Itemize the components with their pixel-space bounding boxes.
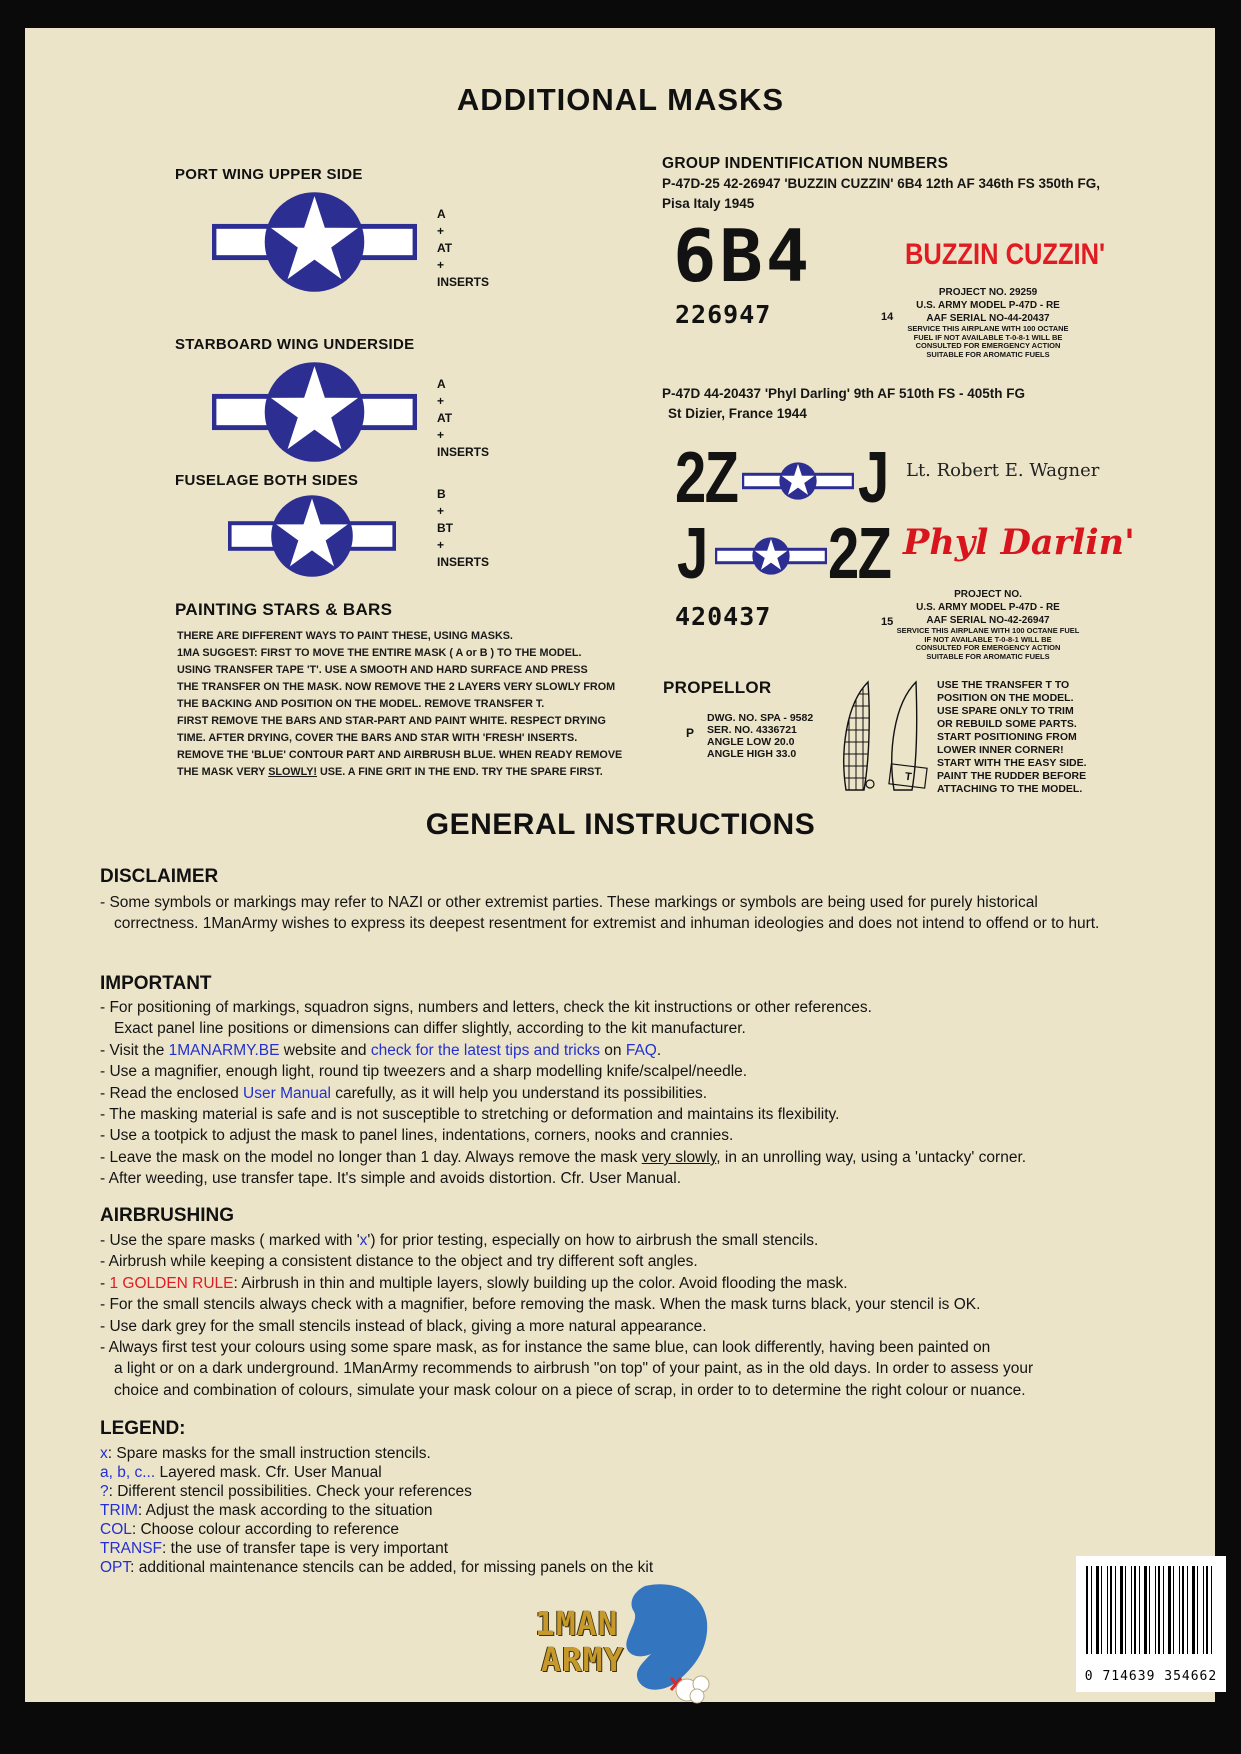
mask-labels-port-wing — [437, 206, 489, 291]
propellor-spec-line: SER. NO. 4336721 — [707, 724, 797, 736]
mask-label: + — [437, 258, 445, 272]
propellor-heading: PROPELLOR — [663, 678, 772, 697]
star-bar-insignia-starboard-wing — [212, 358, 417, 466]
propellor-note-line: LOWER INNER CORNER! — [937, 744, 1064, 756]
data-block-small-line: FUEL IF NOT AVAILABLE T-0-8-1 WILL BE — [913, 332, 1063, 342]
propellor-note-line: USE SPARE ONLY TO TRIM — [937, 705, 1074, 717]
data-block-small-line: SUITABLE FOR AROMATIC FUELS — [926, 651, 1050, 661]
svg-text:T: T — [904, 770, 913, 784]
data-block-line: AAF SERIAL NO-42-26947 — [926, 615, 1050, 626]
important-item: - The masking material is safe and is not susceptible to stretching or deformation and maintains its flexibility. — [100, 1106, 840, 1124]
important-heading: IMPORTANT — [100, 973, 212, 994]
airbrushing-item: - Use the spare masks ( marked with 'x') for prior testing, especially on how to airbrush the small stencils. — [100, 1232, 819, 1249]
important-item: - Use a tootpick to adjust the mask to panel lines, indentations, corners, nooks and crannies. — [100, 1127, 734, 1145]
airbrushing-item: - For the small stencils always check with a magnifier, before removing the mask. When the mask turns black, your stencil is OK. — [100, 1296, 981, 1314]
painting-instruction-line: 1MA SUGGEST: FIRST TO MOVE THE ENTIRE MASK ( A or B ) TO THE MODEL. — [177, 647, 582, 659]
legend-heading: LEGEND: — [100, 1418, 186, 1439]
airbrushing-item: - Airbrush while keeping a consistent distance to the object and try different soft angles. — [100, 1253, 698, 1271]
star-bar-insignia-port-wing — [212, 188, 417, 296]
data-block-line: AAF SERIAL NO-44-20437 — [926, 313, 1050, 324]
data-block-small-line: CONSULTED FOR EMERGENCY ACTION — [915, 643, 1061, 653]
aircraft1-sheet-number: 14 — [881, 311, 894, 323]
painting-instruction-line: FIRST REMOVE THE BARS AND STAR-PART AND PAINT WHITE. RESPECT DRYING — [177, 715, 606, 727]
airbrushing-item: - Use dark grey for the small stencils instead of black, giving a more natural appearance. — [100, 1317, 707, 1335]
propellor-spec-line: DWG. NO. SPA - 9582 — [707, 712, 814, 724]
data-block-small-line: IF NOT AVAILABLE T-0-8-1 WILL BE — [924, 634, 1052, 644]
important-item: - Leave the mask on the model no longer than 1 day. Always remove the mask very slowly, in an unrolling way, using a 'untacky' corner. — [100, 1148, 1027, 1166]
propellor-note-line: START POSITIONING FROM — [937, 731, 1077, 743]
aircraft2-serial-stencil: 420437 — [675, 602, 772, 631]
data-block-line: U.S. ARMY MODEL P-47D - RE — [916, 602, 1060, 613]
mask-label: INSERTS — [437, 275, 490, 289]
page-title: ADDITIONAL MASKS — [456, 82, 785, 117]
star-bar-insignia-row2 — [715, 530, 827, 582]
logo-text-line1: 1MAN — [535, 1604, 619, 1643]
important-item: - After weeding, use transfer tape. It's simple and avoids distortion. Cfr. User Manual. — [100, 1170, 682, 1188]
propellor-spec-line: ANGLE HIGH 33.0 — [707, 748, 797, 760]
section-heading-starboard-wing: STARBOARD WING UNDERSIDE — [175, 336, 415, 353]
aircraft1-nickname: BUZZIN CUZZIN' — [905, 238, 1106, 271]
barcode — [1076, 1556, 1226, 1692]
aircraft2-row2-left-code: J — [677, 514, 707, 594]
star-bar-insignia-row1 — [742, 455, 854, 507]
aircraft2-caption-line2: St Dizier, France 1944 — [668, 406, 807, 421]
barcode-digits: 0 714639 354662 — [1084, 1669, 1218, 1684]
painting-stars-bars-heading: PAINTING STARS & BARS — [175, 600, 393, 619]
mask-label: AT — [437, 241, 453, 255]
painting-instruction-line: THE MASK VERY SLOWLY! USE. A FINE GRIT IN THE END. TRY THE SPARE FIRST. — [177, 766, 603, 778]
legend-item: OPT: additional maintenance stencils can be added, for missing panels on the kit — [100, 1559, 654, 1576]
propellor-note — [937, 679, 1087, 796]
propellor-note-line: ATTACHING TO THE MODEL. — [937, 783, 1083, 795]
important-item: - Visit the 1MANARMY.BE website and check for the latest tips and tricks on FAQ. — [100, 1041, 662, 1059]
aircraft2-nickname-script: Phyl Darlin' — [903, 522, 1135, 563]
propellor-note-line: START WITH THE EASY SIDE. — [937, 757, 1087, 769]
painting-instruction-line: THE BACKING AND POSITION ON THE MODEL. REMOVE TRANSFER T. — [177, 698, 545, 710]
data-block-small-line: CONSULTED FOR EMERGENCY ACTION — [915, 341, 1061, 351]
airbrushing-list — [100, 1230, 1145, 1401]
data-block-line: PROJECT NO. 29259 — [938, 287, 1038, 298]
section-heading-port-wing: PORT WING UPPER SIDE — [175, 166, 363, 183]
transfer-tape-tag — [889, 764, 927, 788]
legend-item: TRIM: Adjust the mask according to the situation — [100, 1502, 433, 1519]
legend-item: a, b, c... Layered mask. Cfr. User Manual — [100, 1464, 382, 1481]
legend-item: TRANSF: the use of transfer tape is very important — [100, 1540, 449, 1557]
data-block-small-line: SERVICE THIS AIRPLANE WITH 100 OCTANE FUEL — [896, 626, 1080, 635]
propellor-side-label: P — [686, 726, 695, 740]
airbrushing-item: choice and combination of colours, simulate your mask colour on a piece of scrap, in order to to determine the right colour or nuance. — [114, 1381, 1026, 1399]
disclaimer-text — [100, 892, 1100, 935]
painting-instruction-line: USING TRANSFER TAPE 'T'. USE A SMOOTH AND HARD SURFACE AND PRESS — [177, 664, 588, 676]
mask-label: + — [437, 394, 445, 408]
painting-instructions-paragraph — [177, 628, 622, 781]
propellor-note-line: PAINT THE RUDDER BEFORE — [937, 770, 1087, 782]
airbrushing-item: a light or on a dark underground. 1ManArmy recommends to airbrush "on top" of your paint, as in the old days. In order to assess your — [114, 1360, 1034, 1378]
important-list — [100, 997, 1130, 1190]
airbrushing-item: - 1 GOLDEN RULE: Airbrush in thin and multiple layers, slowly building up the color. Avoid flooding the mask. — [100, 1274, 848, 1292]
aircraft2-caption-line1: P-47D 44-20437 'Phyl Darling' 9th AF 510th FS - 405th FG — [662, 386, 1026, 401]
important-item: - Read the enclosed User Manual carefully, as it will help you understand its possibilities. — [100, 1084, 708, 1102]
painting-instruction-line: TIME. AFTER DRYING, COVER THE BARS AND STAR WITH 'FRESH' INSERTS. — [177, 732, 578, 744]
airbrushing-item: - Always first test your colours using some spare mask, as for instance the same blue, can look differently, having been painted on — [100, 1339, 991, 1357]
star-bar-insignia-fuselage — [228, 492, 396, 580]
important-item: Exact panel line positions or dimensions can differ slightly, according to the kit manufacturer. — [114, 1020, 746, 1038]
group-id-heading: GROUP INDENTIFICATION NUMBERS — [662, 155, 949, 172]
mask-labels-fuselage — [437, 486, 489, 571]
aircraft1-caption-line2: Pisa Italy 1945 — [662, 196, 755, 211]
barcode-bars — [1086, 1566, 1216, 1654]
painting-instruction-line: THERE ARE DIFFERENT WAYS TO PAINT THESE, USING MASKS. — [177, 630, 513, 642]
propellor-note-line: POSITION ON THE MODEL. — [937, 692, 1074, 704]
mask-label: AT — [437, 411, 453, 425]
mask-label: + — [437, 504, 445, 518]
data-block-small-line: SERVICE THIS AIRPLANE WITH 100 OCTANE — [907, 324, 1069, 333]
aircraft2-row1-left-code: 2Z — [675, 438, 738, 518]
mask-label: INSERTS — [437, 555, 490, 569]
disclaimer-heading: DISCLAIMER — [100, 866, 219, 887]
propellor-specs — [707, 712, 813, 760]
brand-logo — [535, 1588, 710, 1708]
legend-item: ?: Different stencil possibilities. Check your references — [100, 1483, 472, 1500]
general-instructions-title: GENERAL INSTRUCTIONS — [425, 808, 816, 841]
disclaimer-line: - Some symbols or markings may refer to NAZI or other extremist parties. These markings or symbols are being used for purely historical correctness. 1ManArmy wishes to express its deepest resentment for extremist and inhuman ideologies and does not intend to offend or to hurt. — [100, 894, 1100, 933]
mask-label: BT — [437, 521, 453, 535]
data-block-line: PROJECT NO. — [954, 589, 1022, 600]
positioning-corner-marker — [866, 780, 874, 788]
mask-label: + — [437, 538, 445, 552]
mask-label: B — [437, 487, 446, 501]
data-block-line: U.S. ARMY MODEL P-47D - RE — [916, 300, 1060, 311]
propellor-spec-line: ANGLE LOW 20.0 — [707, 736, 795, 748]
aircraft1-code-stencil: 6B4 — [673, 214, 813, 298]
mask-label: INSERTS — [437, 445, 490, 459]
propellor-blade-masks — [836, 676, 940, 794]
legend-item: x: Spare masks for the small instruction stencils. — [100, 1445, 431, 1462]
mask-label: + — [437, 428, 445, 442]
mask-labels-starboard-wing — [437, 376, 489, 461]
mask-label: A — [437, 377, 446, 391]
aircraft2-row2-right-code: 2Z — [828, 514, 891, 594]
aircraft2-data-block — [893, 588, 1083, 661]
mask-label: A — [437, 207, 446, 221]
propellor-note-line: USE THE TRANSFER T TO — [937, 679, 1070, 691]
legend-list — [100, 1444, 1130, 1577]
section-heading-fuselage: FUSELAGE BOTH SIDES — [175, 472, 359, 489]
important-item: - For positioning of markings, squadron signs, numbers and letters, check the kit instructions or other references. — [100, 999, 872, 1016]
airbrushing-heading: AIRBRUSHING — [100, 1205, 235, 1226]
aircraft1-data-block — [893, 286, 1083, 359]
aircraft1-caption-line1: P-47D-25 42-26947 'BUZZIN CUZZIN' 6B4 12th AF 346th FS 350th FG, — [662, 176, 1101, 191]
painting-instruction-line: THE TRANSFER ON THE MASK. NOW REMOVE THE 2 LAYERS VERY SLOWLY FROM — [177, 681, 616, 693]
logo-text-line2: ARMY — [541, 1640, 625, 1679]
aircraft1-serial-stencil: 226947 — [675, 300, 772, 329]
important-item: - Use a magnifier, enough light, round tip tweezers and a sharp modelling knife/scalpel/needle. — [100, 1063, 748, 1081]
painting-instruction-line: REMOVE THE 'BLUE' CONTOUR PART AND AIRBRUSH BLUE. WHEN READY REMOVE — [177, 749, 623, 761]
propellor-note-line: OR REBUILD SOME PARTS. — [937, 718, 1077, 730]
pilot-name: Lt. Robert E. Wagner — [906, 460, 1100, 481]
legend-item: COL: Choose colour according to reference — [100, 1521, 399, 1538]
data-block-small-line: SUITABLE FOR AROMATIC FUELS — [926, 349, 1050, 359]
mask-label: + — [437, 224, 445, 238]
aircraft2-row1-right-code: J — [858, 438, 888, 518]
aircraft2-sheet-number: 15 — [881, 616, 894, 628]
